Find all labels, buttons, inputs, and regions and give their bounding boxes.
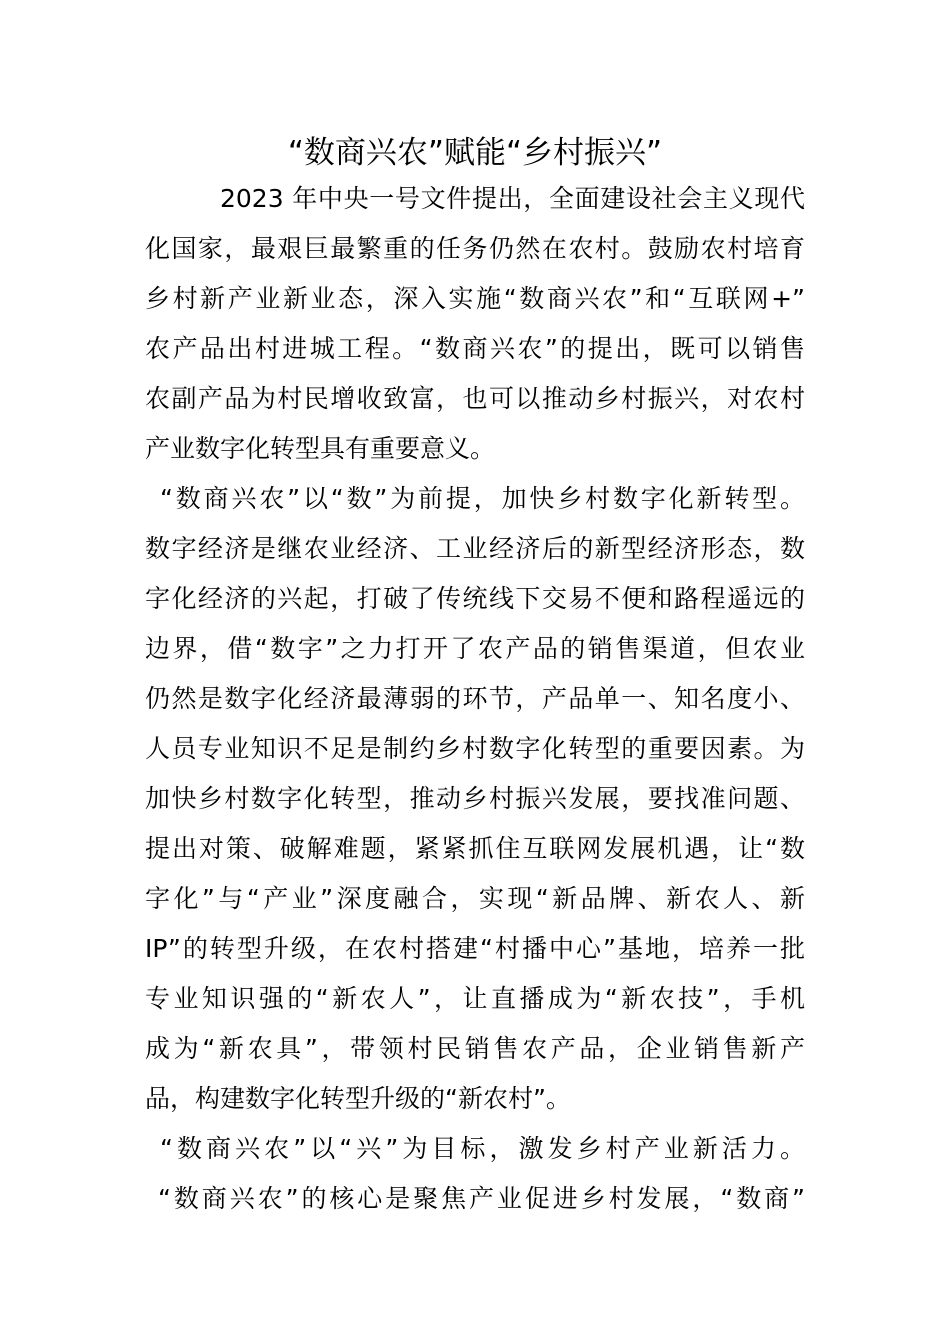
- paragraph-line: 字化”与“产业”深度融合，实现“新品牌、新农人、新: [145, 884, 805, 913]
- section-heading-line: “数商兴农”以“数”为前提，加快乡村数字化新转型。: [160, 484, 805, 513]
- section-heading-line: “数商兴农”以“兴”为目标，激发乡村产业新活力。: [160, 1134, 805, 1163]
- paragraph-line: 农副产品为村民增收致富，也可以推动乡村振兴，对农村: [145, 384, 805, 413]
- paragraph-line: 数字经济是继农业经济、工业经济后的新型经济形态，数: [145, 534, 805, 563]
- paragraph-line: 人员专业知识不足是制约乡村数字化转型的重要因素。为: [145, 734, 805, 763]
- paragraph-line: 品，构建数字化转型升级的“新农村”。: [145, 1084, 571, 1113]
- paragraph-line: 成为“新农具”，带领村民销售农产品，企业销售新产: [145, 1034, 805, 1063]
- paragraph-line: 提出对策、破解难题，紧紧抓住互联网发展机遇，让“数: [145, 834, 805, 863]
- paragraph-line: 农产品出村进城工程。“数商兴农”的提出，既可以销售: [145, 334, 805, 363]
- paragraph-line: 化国家，最艰巨最繁重的任务仍然在农村。鼓励农村培育: [145, 234, 805, 263]
- paragraph-line: 专业知识强的“新农人”，让直播成为“新农技”，手机: [145, 984, 805, 1013]
- paragraph-line: 边界，借“数字”之力打开了农产品的销售渠道，但农业: [145, 634, 805, 663]
- document-title: “数商兴农”赋能“乡村振兴”: [287, 135, 663, 171]
- paragraph-line: 字化经济的兴起，打破了传统线下交易不便和路程遥远的: [145, 584, 805, 613]
- paragraph-line: 乡村新产业新业态，深入实施“数商兴农”和“互联网+”: [145, 284, 805, 313]
- paragraph-line: “数商兴农”的核心是聚焦产业促进乡村发展，“数商”: [158, 1184, 805, 1213]
- paragraph-line: 产业数字化转型具有重要意义。: [145, 434, 496, 463]
- paragraph-line: IP”的转型升级，在农村搭建“村播中心”基地，培养一批: [145, 934, 805, 963]
- paragraph-line: 仍然是数字化经济最薄弱的环节，产品单一、知名度小、: [145, 684, 805, 713]
- paragraph-line: 2023 年中央一号文件提出，全面建设社会主义现代: [220, 184, 805, 213]
- paragraph-line: 加快乡村数字化转型，推动乡村振兴发展，要找准问题、: [145, 784, 805, 813]
